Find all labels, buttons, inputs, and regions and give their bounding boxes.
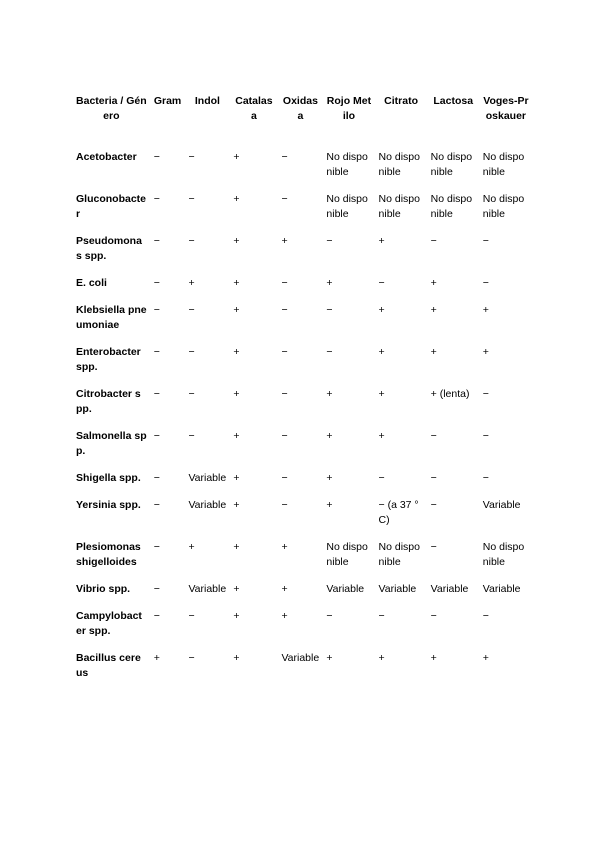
cell-catalasa: + (233, 541, 240, 553)
cell-citrato: + (378, 388, 385, 400)
cell-indol: − (188, 235, 195, 247)
table-row (73, 192, 533, 234)
cell-citrato: − (378, 610, 385, 622)
cell-voges-proskauer: − (482, 430, 489, 442)
cell-lactosa: No disponible (430, 193, 473, 220)
cell-gram: − (153, 277, 160, 289)
cell-oxidasa: − (281, 304, 288, 316)
cell-catalasa: + (233, 235, 240, 247)
cell-rojo-metilo: + (326, 430, 333, 442)
cell-gram: − (153, 235, 160, 247)
table-row (73, 387, 533, 429)
cell-oxidasa: − (281, 499, 288, 511)
header-rojo-metilo: Rojo Metilo (326, 95, 372, 122)
table-row (73, 498, 533, 540)
cell-rojo-metilo: No disponible (326, 151, 368, 178)
cell-gram: + (153, 652, 160, 664)
cell-lactosa: + (430, 346, 437, 358)
header-lactosa: Lactosa (433, 95, 474, 107)
cell-gram: − (153, 499, 160, 511)
cell-voges-proskauer: − (482, 472, 489, 484)
cell-citrato: + (378, 235, 385, 247)
cell-lactosa: Variable (430, 583, 469, 595)
cell-indol: + (188, 277, 195, 289)
cell-citrato: No disponible (378, 541, 420, 568)
cell-rojo-metilo: + (326, 277, 333, 289)
table-row (73, 303, 533, 345)
biochemical-tests-table (73, 88, 533, 693)
cell-rojo-metilo: − (326, 610, 333, 622)
cell-bacteria: Gluconobacter (76, 193, 147, 220)
cell-indol: Variable (188, 499, 227, 511)
cell-rojo-metilo: + (326, 499, 333, 511)
cell-catalasa: + (233, 151, 240, 163)
cell-voges-proskauer: − (482, 277, 489, 289)
header-citrato: Citrato (384, 95, 419, 107)
table-body (73, 150, 533, 693)
cell-bacteria: Salmonella spp. (76, 430, 147, 457)
table-row (73, 345, 533, 387)
cell-gram: − (153, 304, 160, 316)
cell-voges-proskauer: No disponible (482, 541, 525, 568)
cell-indol: Variable (188, 472, 227, 484)
cell-citrato: − (a 37 °C) (378, 499, 419, 526)
header-gram: Gram (153, 95, 182, 107)
cell-gram: − (153, 388, 160, 400)
cell-indol: − (188, 610, 195, 622)
cell-catalasa: + (233, 499, 240, 511)
cell-voges-proskauer: No disponible (482, 193, 525, 220)
cell-rojo-metilo: + (326, 472, 333, 484)
table-row (73, 471, 533, 498)
cell-oxidasa: − (281, 430, 288, 442)
cell-indol: − (188, 652, 195, 664)
cell-catalasa: + (233, 193, 240, 205)
cell-oxidasa: − (281, 193, 288, 205)
cell-citrato: − (378, 472, 385, 484)
cell-voges-proskauer: + (482, 346, 489, 358)
cell-voges-proskauer: + (482, 652, 489, 664)
cell-indol: − (188, 388, 195, 400)
cell-voges-proskauer: − (482, 235, 489, 247)
cell-bacteria: Acetobacter (76, 151, 137, 163)
cell-rojo-metilo: + (326, 388, 333, 400)
cell-lactosa: − (430, 499, 437, 511)
cell-bacteria: Klebsiella pneumoniae (76, 304, 147, 331)
cell-lactosa: + (430, 277, 437, 289)
cell-gram: − (153, 193, 160, 205)
table-row (73, 651, 533, 693)
cell-bacteria: Vibrio spp. (76, 583, 131, 595)
cell-lactosa: − (430, 610, 437, 622)
cell-oxidasa: + (281, 610, 288, 622)
cell-bacteria: Shigella spp. (76, 472, 141, 484)
cell-catalasa: + (233, 583, 240, 595)
cell-bacteria: Plesiomonas shigelloides (76, 541, 141, 568)
cell-lactosa: No disponible (430, 151, 473, 178)
cell-rojo-metilo: − (326, 235, 333, 247)
cell-bacteria: Yersinia spp. (76, 499, 141, 511)
cell-citrato: No disponible (378, 193, 420, 220)
cell-lactosa: + (430, 652, 437, 664)
cell-lactosa: − (430, 430, 437, 442)
cell-rojo-metilo: No disponible (326, 193, 368, 220)
cell-bacteria: Pseudomonas spp. (76, 235, 142, 262)
cell-oxidasa: − (281, 277, 288, 289)
table-row (73, 276, 533, 303)
cell-indol: − (188, 346, 195, 358)
table-row (73, 540, 533, 582)
cell-gram: − (153, 583, 160, 595)
cell-oxidasa: + (281, 583, 288, 595)
table-row (73, 609, 533, 651)
cell-voges-proskauer: No disponible (482, 151, 525, 178)
cell-oxidasa: − (281, 151, 288, 163)
header-voges-proskauer: Voges-Proskauer (483, 95, 529, 122)
cell-voges-proskauer: Variable (482, 499, 521, 511)
cell-catalasa: + (233, 652, 240, 664)
cell-catalasa: + (233, 430, 240, 442)
cell-citrato: + (378, 346, 385, 358)
cell-indol: Variable (188, 583, 227, 595)
cell-gram: − (153, 151, 160, 163)
cell-indol: − (188, 193, 195, 205)
cell-citrato: No disponible (378, 151, 420, 178)
header-bacteria: Bacteria / Género (76, 95, 147, 122)
table-row (73, 150, 533, 192)
cell-bacteria: Campylobacter spp. (76, 610, 142, 637)
header-indol: Indol (194, 95, 220, 107)
cell-catalasa: + (233, 277, 240, 289)
table-row (73, 234, 533, 276)
cell-rojo-metilo: − (326, 304, 333, 316)
cell-citrato: Variable (378, 583, 417, 595)
cell-oxidasa: + (281, 541, 288, 553)
header-row (73, 88, 533, 150)
cell-rojo-metilo: Variable (326, 583, 365, 595)
cell-catalasa: + (233, 346, 240, 358)
cell-catalasa: + (233, 610, 240, 622)
cell-citrato: + (378, 430, 385, 442)
cell-lactosa: − (430, 472, 437, 484)
cell-catalasa: + (233, 472, 240, 484)
header-catalasa: Catalasa (235, 95, 273, 122)
cell-voges-proskauer: − (482, 610, 489, 622)
cell-voges-proskauer: + (482, 304, 489, 316)
cell-bacteria: Bacillus cereus (76, 652, 141, 679)
cell-gram: − (153, 472, 160, 484)
cell-indol: + (188, 541, 195, 553)
header-oxidasa: Oxidasa (282, 95, 318, 122)
cell-lactosa: + (430, 304, 437, 316)
cell-indol: − (188, 304, 195, 316)
cell-catalasa: + (233, 388, 240, 400)
cell-lactosa: − (430, 235, 437, 247)
cell-oxidasa: − (281, 346, 288, 358)
cell-citrato: − (378, 277, 385, 289)
cell-catalasa: + (233, 304, 240, 316)
cell-rojo-metilo: + (326, 652, 333, 664)
cell-indol: − (188, 151, 195, 163)
cell-voges-proskauer: Variable (482, 583, 521, 595)
cell-oxidasa: + (281, 235, 288, 247)
cell-indol: − (188, 430, 195, 442)
cell-rojo-metilo: − (326, 346, 333, 358)
cell-bacteria: E. coli (76, 277, 107, 289)
cell-oxidasa: Variable (281, 652, 320, 664)
cell-gram: − (153, 430, 160, 442)
cell-rojo-metilo: No disponible (326, 541, 368, 568)
cell-citrato: + (378, 304, 385, 316)
cell-gram: − (153, 541, 160, 553)
cell-lactosa: − (430, 541, 437, 553)
table-row (73, 582, 533, 609)
cell-lactosa: + (lenta) (430, 388, 470, 400)
cell-citrato: + (378, 652, 385, 664)
cell-oxidasa: − (281, 388, 288, 400)
cell-bacteria: Enterobacter spp. (76, 346, 141, 373)
cell-bacteria: Citrobacter spp. (76, 388, 141, 415)
cell-gram: − (153, 610, 160, 622)
cell-oxidasa: − (281, 472, 288, 484)
cell-gram: − (153, 346, 160, 358)
cell-voges-proskauer: − (482, 388, 489, 400)
table-row (73, 429, 533, 471)
